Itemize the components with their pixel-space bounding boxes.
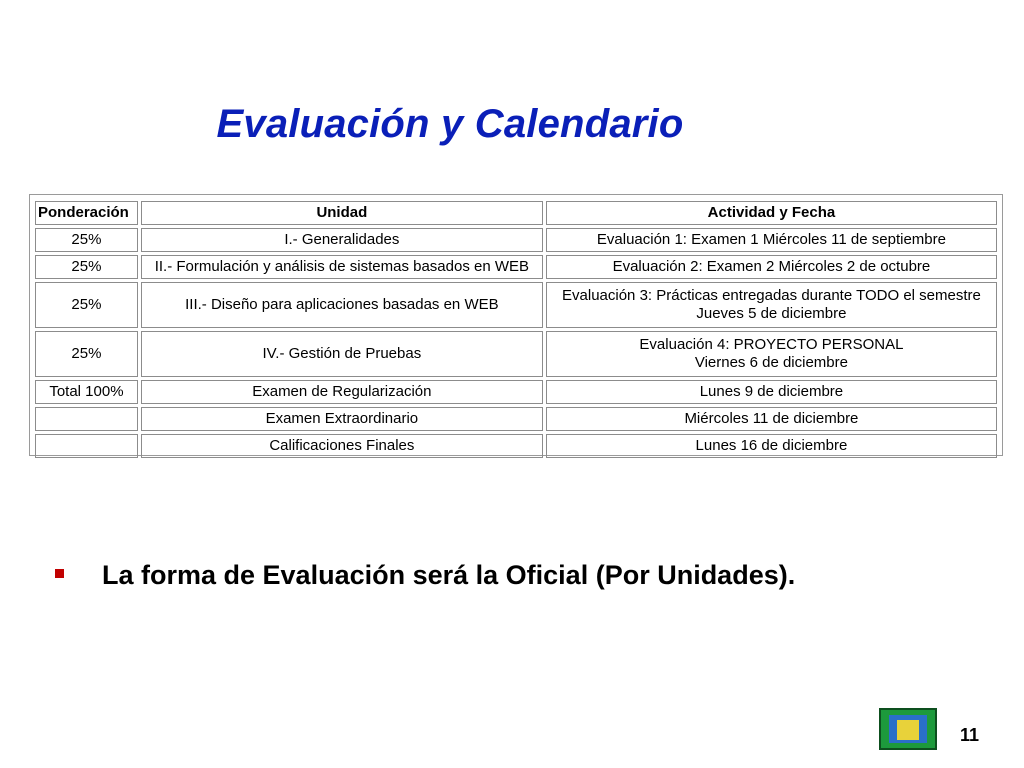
cell-unidad: Examen de Regularización	[141, 380, 543, 404]
table-row	[35, 331, 997, 377]
cell-actividad: Lunes 16 de diciembre	[546, 434, 997, 458]
cell-ponderacion: 25%	[35, 255, 138, 279]
bullet-item	[55, 560, 795, 591]
page-number: 11	[960, 725, 980, 745]
header-actividad: Actividad y Fecha	[546, 201, 997, 225]
cell-unidad: Examen Extraordinario	[141, 407, 543, 431]
table-row	[35, 407, 997, 431]
cell-actividad	[546, 282, 997, 328]
activity-line: Viernes 6 de diciembre	[694, 354, 848, 371]
cell-ponderacion: 25%	[35, 282, 138, 328]
cell-unidad: II.- Formulación y análisis de sistemas basados en WEB	[141, 255, 543, 279]
slide-title: Evaluación y Calendario	[216, 102, 684, 146]
cell-ponderacion: 25%	[35, 228, 138, 252]
cell-unidad: Calificaciones Finales	[141, 434, 543, 458]
table-header-row	[35, 201, 997, 225]
cell-actividad	[546, 331, 997, 377]
table-row	[35, 380, 997, 404]
activity-line: Jueves 5 de diciembre	[696, 305, 847, 322]
cell-actividad: Lunes 9 de diciembre	[546, 380, 997, 404]
table-row	[35, 282, 997, 328]
cell-actividad: Miércoles 11 de diciembre	[546, 407, 997, 431]
cell-ponderacion: Total 100%	[35, 380, 138, 404]
header-unidad: Unidad	[141, 201, 543, 225]
cell-actividad: Evaluación 2: Examen 2 Miércoles 2 de octubre	[546, 255, 997, 279]
bullet-text: La forma de Evaluación será la Oficial (Por Unidades).	[102, 560, 796, 590]
cell-ponderacion: 25%	[35, 331, 138, 377]
table-row	[35, 434, 997, 458]
cell-unidad: IV.- Gestión de Pruebas	[141, 331, 543, 377]
cell-unidad: I.- Generalidades	[141, 228, 543, 252]
header-ponderacion: Ponderación	[35, 201, 138, 225]
table-row	[35, 228, 997, 252]
activity-line: Evaluación 4: PROYECTO PERSONAL	[639, 336, 904, 353]
evaluation-table-frame	[29, 194, 1003, 456]
activity-line: Evaluación 3: Prácticas entregadas durante TODO el semestre	[562, 287, 981, 304]
evaluation-table	[32, 198, 1000, 461]
institution-logo-icon	[879, 708, 937, 750]
cell-ponderacion	[35, 434, 138, 458]
cell-ponderacion	[35, 407, 138, 431]
table-row	[35, 255, 997, 279]
cell-actividad: Evaluación 1: Examen 1 Miércoles 11 de septiembre	[546, 228, 997, 252]
square-bullet-icon	[55, 569, 64, 578]
cell-unidad: III.- Diseño para aplicaciones basadas en WEB	[141, 282, 543, 328]
